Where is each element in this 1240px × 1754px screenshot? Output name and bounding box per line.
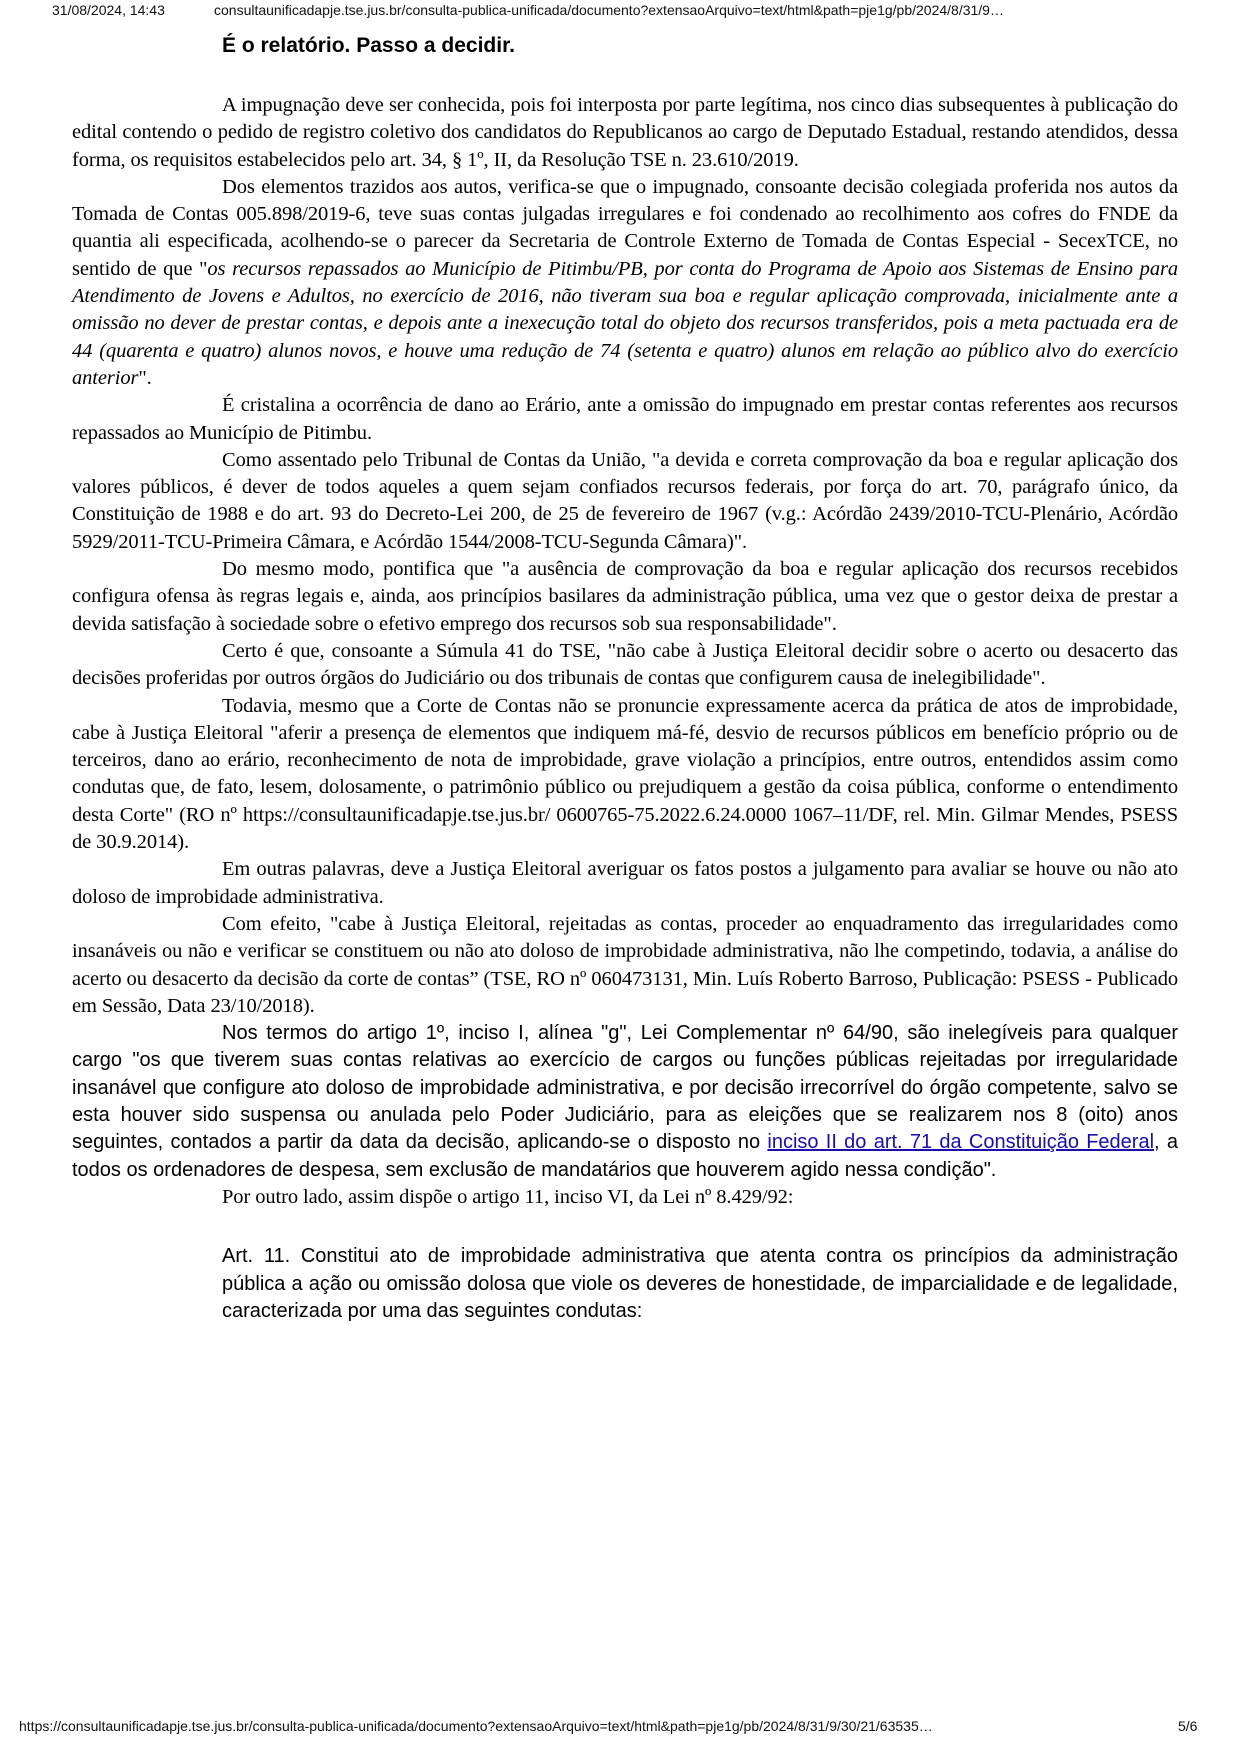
document-body (72, 32, 1178, 1326)
quoted-secextce-opinion: os recursos repassados ao Município de Pitimbu/PB, por conta do Programa de Apoio aos Sistemas de Ensino para Atendimento de Jovens e Adultos, no exercício de 2016, não tiveram sua boa e regular aplicação comprovada, inicialmente ante a omissão no dever de prestar contas, e depois ante a inexecução total do objeto dos recursos transferidos, pois a meta pactuada era de 44 (quarenta e quatro) alunos novos, e houve uma redução de 74 (setenta e quatro) alunos em relação ao público alvo do exercício anterior (72, 257, 1178, 389)
section-heading: É o relatório. Passo a decidir. (222, 34, 515, 57)
paragraph-text: ". (138, 366, 152, 389)
print-header-url: consultaunificadapje.tse.jus.br/consulta-publica-unificada/documento?extensaoArquivo=text/html&path=pje1g/pb/2024/8/31/9… (214, 2, 1004, 18)
paragraph-sumula-41: Certo é que, consoante a Súmula 41 do TSE, "não cabe à Justiça Eleitoral decidir sobre o acerto ou desacerto das decisões proferidas por outros órgãos do Judiciário ou dos tribunais de contas que configurem causa de inelegibilidade". (72, 639, 1178, 690)
paragraph-with-effect: Com efeito, "cabe à Justiça Eleitoral, rejeitadas as contas, proceder ao enquadramento das irregularidades como insanáveis ou não e verificar se constituem ou não ato doloso de improbidade administrativa, não lhe competindo, todavia, a análise do acerto ou desacerto da decisão da corte de contas” (TSE, RO nº 060473131, Min. Luís Roberto Barroso, Publicação: PSESS - Publicado em Sessão, Data 23/10/2018). (72, 912, 1178, 1017)
print-footer (0, 1718, 1240, 1738)
paragraph-lc-64-90 (72, 1020, 1178, 1184)
paragraph-text: Dos elementos trazidos aos autos, verifica-se que o impugnado, consoante decisão colegiada proferida nos autos da Tomada de Contas 005.898/2019-6, teve suas contas julgadas irregulares e foi condenado ao recolhimento aos cofres do FNDE da quantia ali especificada, acolhendo-se o parecer da Secretaria de Controle Externo de Tomada de Contas Especial - SecexTCE, no sentido de que " (72, 175, 1178, 280)
page-indicator: 5/6 (1178, 1718, 1198, 1734)
paragraph-tcu-decision (72, 174, 1178, 392)
law-article-quote: Art. 11. Constitui ato de improbidade administrativa que atenta contra os princípios da administração pública a ação ou omissão dolosa que viole os deveres de honestidade, de imparcialidade e de legalidade, caracterizada por uma das seguintes condutas: (222, 1245, 1178, 1323)
paragraph-text: , a todos os ordenadores de despesa, sem exclusão de mandatários que houverem agido nessa condição". (72, 1131, 1178, 1181)
paragraph-text: Nos termos do artigo 1º, inciso I, alínea "g", Lei Complementar nº 64/90, são inelegíveis para qualquer cargo "os que tiverem suas contas relativas ao exercício de cargos ou funções públicas rejeitadas por irregularidade insanável que configure ato doloso de improbidade administrativa, e por decisão irrecorrível do órgão competente, salvo se esta houver sido suspensa ou anulada pelo Poder Judiciário, para as eleições que se realizarem nos 8 (oito) anos seguintes, contados a partir da data da decisão, aplicando-se o disposto no (72, 1022, 1178, 1154)
constitution-article-71-link[interactable]: inciso II do art. 71 da Constituição Federal (767, 1131, 1155, 1154)
paragraph-law-8429: Por outro lado, assim dispõe o artigo 11, inciso VI, da Lei nº 8.429/92: (222, 1185, 794, 1208)
paragraph-admissibility: A impugnação deve ser conhecida, pois foi interposta por parte legítima, nos cinco dias subsequentes à publicação do edital contendo o pedido de registro coletivo dos candidatos do Republicanos ao cargo de Deputado Estadual, restando atendidos, dessa forma, os requisitos estabelecidos pelo art. 34, § 1º, II, da Resolução TSE n. 23.610/2019. (72, 94, 1178, 171)
print-footer-url: https://consultaunificadapje.tse.jus.br/consulta-publica-unificada/documento?extensaoArquivo=text/html&path=pje1g/pb/2024/8/31/9/30/21/63535… (19, 1718, 933, 1734)
paragraph-in-other-words: Em outras palavras, deve a Justiça Eleitoral averiguar os fatos postos a julgamento para avaliar se houve ou não ato doloso de improbidade administrativa. (72, 858, 1178, 908)
paragraph-damage: É cristalina a ocorrência de dano ao Erário, ante a omissão do impugnado em prestar contas referentes aos recursos repassados ao Município de Pitimbu. (72, 394, 1178, 444)
paragraph-tcu-precedent: Como assentado pelo Tribunal de Contas da União, "a devida e correta comprovação da boa e regular aplicação dos valores públicos, é dever de todos aqueles a quem sejam confiados recursos federais, por força do art. 70, parágrafo único, da Constituição de 1988 e do art. 93 do Decreto-Lei 200, de 25 de fevereiro de 1967 (v.g.: Acórdão 2439/2010-TCU-Plenário, Acórdão 5929/2011-TCU-Primeira Câmara, e Acórdão 1544/2008-TCU-Segunda Câmara)". (72, 448, 1178, 553)
print-datetime: 31/08/2024, 14:43 (52, 2, 165, 18)
paragraph-electoral-justice: Todavia, mesmo que a Corte de Contas não se pronuncie expressamente acerca da prática de atos de improbidade, cabe à Justiça Eleitoral "aferir a presença de elementos que indiquem má-fé, desvio de recursos públicos em benefício próprio ou de terceiros, dano ao erário, reconhecimento de nota de improbidade, grave violação a princípios, entre outros, entendidos assim como condutas que, de fato, lesem, dolosamente, o patrimônio público ou prejudiquem a gestão da coisa pública, conforme o entendimento desta Corte" (RO nº https://consultaunificadapje.tse.jus.br/ 0600765-75.2022.6.24.0000 1067–11/DF, rel. Min. Gilmar Mendes, PSESS de 30.9.2014). (72, 694, 1178, 854)
paragraph-absence-proof: Do mesmo modo, pontifica que "a ausência de comprovação da boa e regular aplicação dos recursos recebidos configura ofensa às regras legais e, ainda, aos princípios basilares da administração pública, uma vez que o gestor deixa de prestar a devida satisfação à sociedade sobre o efetivo emprego dos recursos sob sua responsabilidade". (72, 558, 1178, 635)
print-header (0, 2, 1240, 22)
